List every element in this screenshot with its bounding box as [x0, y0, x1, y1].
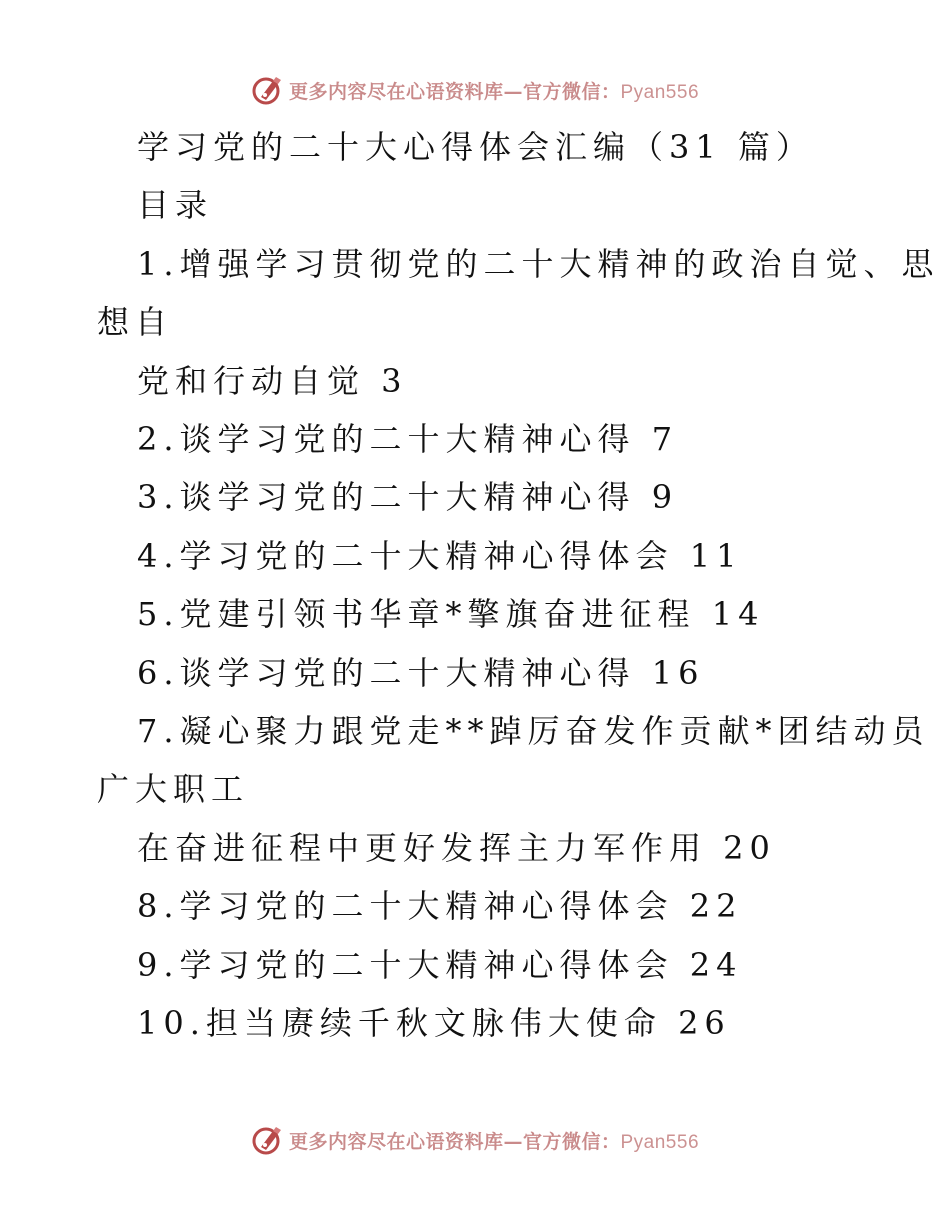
toc-line: 2.谈学习党的二十大精神心得 7	[137, 420, 679, 458]
watermark-text: 更多内容尽在心语资料库—官方微信：Pyan556	[288, 80, 700, 103]
toc-line: 6.谈学习党的二十大精神心得 16	[137, 654, 705, 692]
toc-line: 在奋进征程中更好发挥主力军作用 20	[137, 829, 776, 867]
watermark-account: Pyan556	[620, 1131, 700, 1153]
toc-line: 9.学习党的二十大精神心得体会 24	[137, 946, 743, 984]
toc-line: 想自	[97, 303, 174, 341]
toc-line: 7.凝心聚力跟党走**踔厉奋发作贡献*团结动员	[137, 712, 930, 750]
toc-line: 10.担当赓续千秋文脉伟大使命 26	[137, 1004, 731, 1042]
toc-line: 广大职工	[97, 770, 250, 808]
footer-watermark	[0, 1120, 950, 1160]
document-title: 学习党的二十大心得体会汇编（31 篇）	[137, 128, 814, 166]
watermark-account: Pyan556	[620, 81, 700, 103]
toc-line: 党和行动自觉 3	[137, 362, 408, 400]
toc-line: 8.学习党的二十大精神心得体会 22	[137, 887, 743, 925]
toc-line: 1.增强学习贯彻党的二十大精神的政治自觉、思	[137, 245, 940, 283]
toc-line: 3.谈学习党的二十大精神心得 9	[137, 478, 679, 516]
pen-circle-icon	[251, 1123, 285, 1157]
toc-heading: 目录	[137, 186, 214, 224]
watermark-text: 更多内容尽在心语资料库—官方微信：Pyan556	[288, 1130, 700, 1153]
toc-line: 4.学习党的二十大精神心得体会 11	[137, 537, 743, 575]
toc-line: 5.党建引领书华章*擎旗奋进征程 14	[137, 595, 765, 633]
